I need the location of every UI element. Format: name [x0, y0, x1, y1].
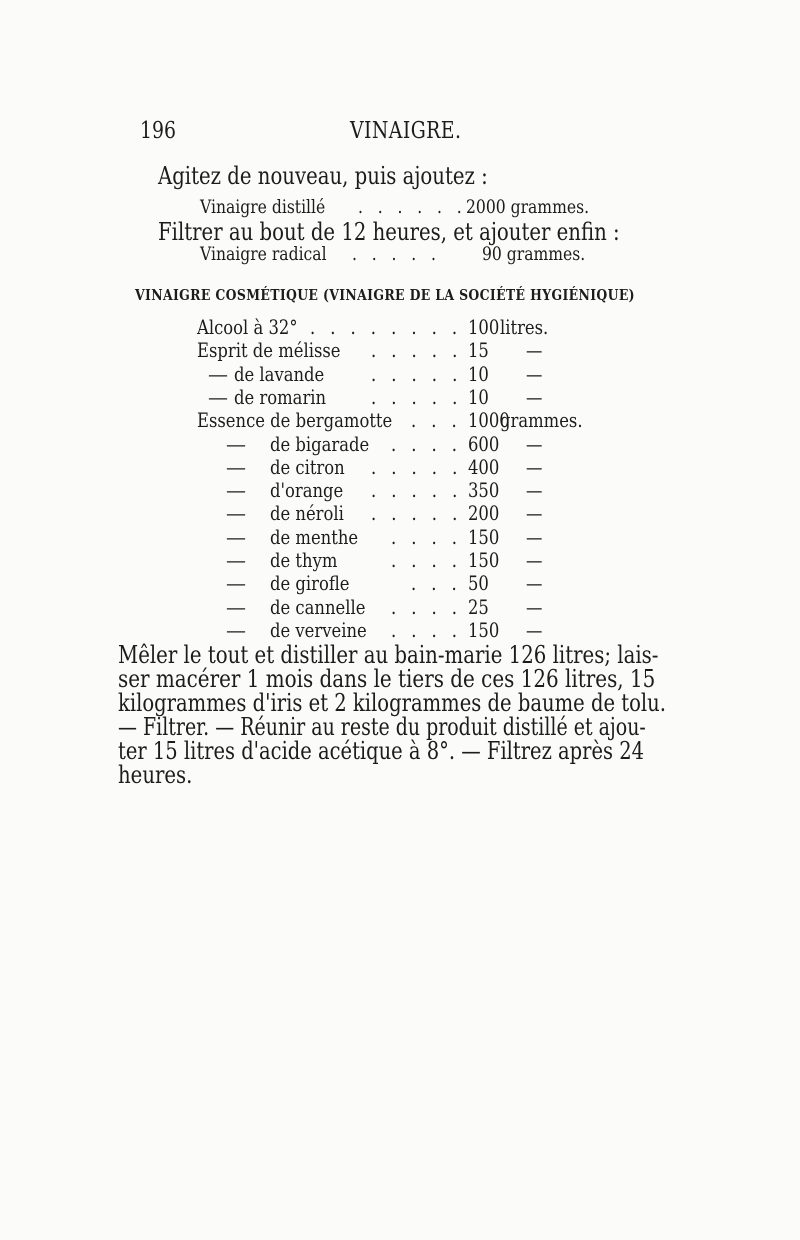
ingredient-unit: — — [526, 501, 543, 526]
leader-dots: . . . . — [391, 524, 462, 549]
recipe-row — [0, 548, 800, 572]
ingredient-unit: — — [526, 594, 543, 619]
ingredient-name: de menthe — [270, 524, 359, 549]
ditto-dash: — — [226, 571, 246, 596]
ingredient-quantity: 100 — [468, 315, 500, 339]
ingredient-name: de verveine — [270, 617, 367, 642]
intro-item-1-label: Vinaigre distillé — [200, 196, 326, 218]
leader-dots: . . . — [411, 408, 462, 433]
intro-line-2: Filtrer au bout de 12 heures, et ajouter enfin : — [158, 218, 620, 246]
leader-dots: . . . . — [391, 431, 462, 456]
paragraph-line: ter 15 litres d'acide acétique à 8°. — Filtrez après 24 — [118, 737, 644, 765]
intro-item-2-label: Vinaigre radical — [200, 243, 327, 265]
ingredient-name: de lavande — [234, 361, 325, 386]
ingredient-quantity: 10 — [468, 361, 489, 386]
ingredient-unit: — — [526, 478, 543, 503]
ingredient-name: d'orange — [270, 478, 344, 503]
recipe-row — [0, 338, 800, 362]
ingredient-unit: — — [526, 338, 543, 363]
intro-item-2-dots: . . . . . — [352, 243, 441, 265]
intro-item-1-dots: . . . . . . — [358, 196, 467, 218]
recipe-row — [0, 571, 800, 595]
intro-item-2-value: 90 grammes. — [482, 243, 586, 265]
leader-dots: . . . . . — [370, 338, 462, 363]
ditto-dash: — — [226, 594, 246, 619]
leader-dots: . . . . . . . . — [309, 315, 462, 339]
paragraph-line: — Filtrer. — Réunir au reste du produit distillé et ajou- — [118, 713, 646, 741]
ditto-dash: — — [208, 361, 228, 386]
ingredient-unit: — — [526, 431, 543, 456]
recipe-heading: VINAIGRE COSMÉTIQUE (VINAIGRE DE LA SOCIÉTÉ HYGIÉNIQUE) — [135, 287, 635, 304]
running-title: VINAIGRE. — [350, 118, 462, 144]
ingredient-name: Esprit de mélisse — [197, 338, 341, 363]
ingredient-unit: — — [526, 524, 543, 549]
ingredient-unit: litres. — [500, 315, 549, 339]
ingredient-name: de thym — [270, 548, 338, 572]
paragraph-line: Mêler le tout et distiller au bain-marie 126 litres; lais- — [118, 641, 659, 669]
ditto-dash: — — [226, 548, 246, 572]
ingredient-quantity: 15 — [468, 338, 489, 363]
ingredient-quantity: 200 — [468, 501, 500, 526]
ingredient-quantity: 50 — [468, 571, 489, 596]
recipe-row — [0, 362, 800, 386]
paragraph-line: heures. — [118, 761, 193, 789]
paragraph-line: ser macérer 1 mois dans le tiers de ces 126 litres, 15 — [118, 665, 656, 693]
page-number: 196 — [140, 118, 177, 144]
ditto-dash: — — [226, 617, 246, 642]
leader-dots: . . . . . — [370, 361, 462, 386]
recipe-row — [0, 525, 800, 549]
ingredient-unit: — — [526, 548, 543, 572]
ditto-dash: — — [226, 478, 246, 503]
recipe-row — [0, 595, 800, 619]
leader-dots: . . . — [411, 571, 462, 596]
recipe-row — [0, 501, 800, 525]
ingredient-quantity: 150 — [468, 548, 500, 572]
ingredient-name: Alcool à 32° — [197, 315, 298, 339]
recipe-row — [0, 478, 800, 502]
leader-dots: . . . . . — [370, 478, 462, 503]
recipe-row — [0, 618, 800, 642]
ditto-dash: — — [226, 454, 246, 479]
ditto-dash: — — [226, 431, 246, 456]
recipe-row — [0, 315, 800, 339]
ingredient-name: Essence de bergamotte — [197, 408, 393, 433]
ingredient-quantity: 10 — [468, 384, 489, 409]
recipe-row — [0, 385, 800, 409]
ingredient-name: de bigarade — [270, 431, 370, 456]
leader-dots: . . . . — [391, 594, 462, 619]
ingredient-quantity: 25 — [468, 594, 489, 619]
ingredient-quantity: 350 — [468, 478, 500, 503]
ingredient-name: de néroli — [270, 501, 344, 526]
ditto-dash: — — [208, 384, 228, 409]
intro-item-1-value: 2000 grammes. — [466, 196, 590, 218]
ingredient-unit: — — [526, 361, 543, 386]
ingredient-name: de cannelle — [270, 594, 366, 619]
ingredient-unit: — — [526, 384, 543, 409]
ingredient-unit: — — [526, 571, 543, 596]
ingredient-unit: — — [526, 617, 543, 642]
page-header — [140, 118, 660, 152]
ingredient-name: de citron — [270, 454, 345, 479]
leader-dots: . . . . . — [370, 454, 462, 479]
ingredient-name: de romarin — [234, 384, 327, 409]
ingredient-unit: grammes. — [500, 408, 583, 433]
recipe-row — [0, 455, 800, 479]
ingredient-name: de girofle — [270, 571, 350, 596]
leader-dots: . . . . — [391, 548, 462, 572]
paragraph-line: kilogrammes d'iris et 2 kilogrammes de baume de tolu. — [118, 689, 666, 717]
recipe-row — [0, 432, 800, 456]
leader-dots: . . . . . — [370, 384, 462, 409]
ingredient-quantity: 150 — [468, 617, 500, 642]
recipe-row — [0, 408, 800, 432]
ingredient-unit: — — [526, 454, 543, 479]
leader-dots: . . . . — [391, 617, 462, 642]
ditto-dash: — — [226, 501, 246, 526]
ditto-dash: — — [226, 524, 246, 549]
ingredient-quantity: 400 — [468, 454, 500, 479]
intro-line-1: Agitez de nouveau, puis ajoutez : — [158, 162, 488, 190]
leader-dots: . . . . . — [370, 501, 462, 526]
ingredient-quantity: 1000 — [468, 408, 510, 433]
ingredient-quantity: 150 — [468, 524, 500, 549]
ingredient-quantity: 600 — [468, 431, 500, 456]
